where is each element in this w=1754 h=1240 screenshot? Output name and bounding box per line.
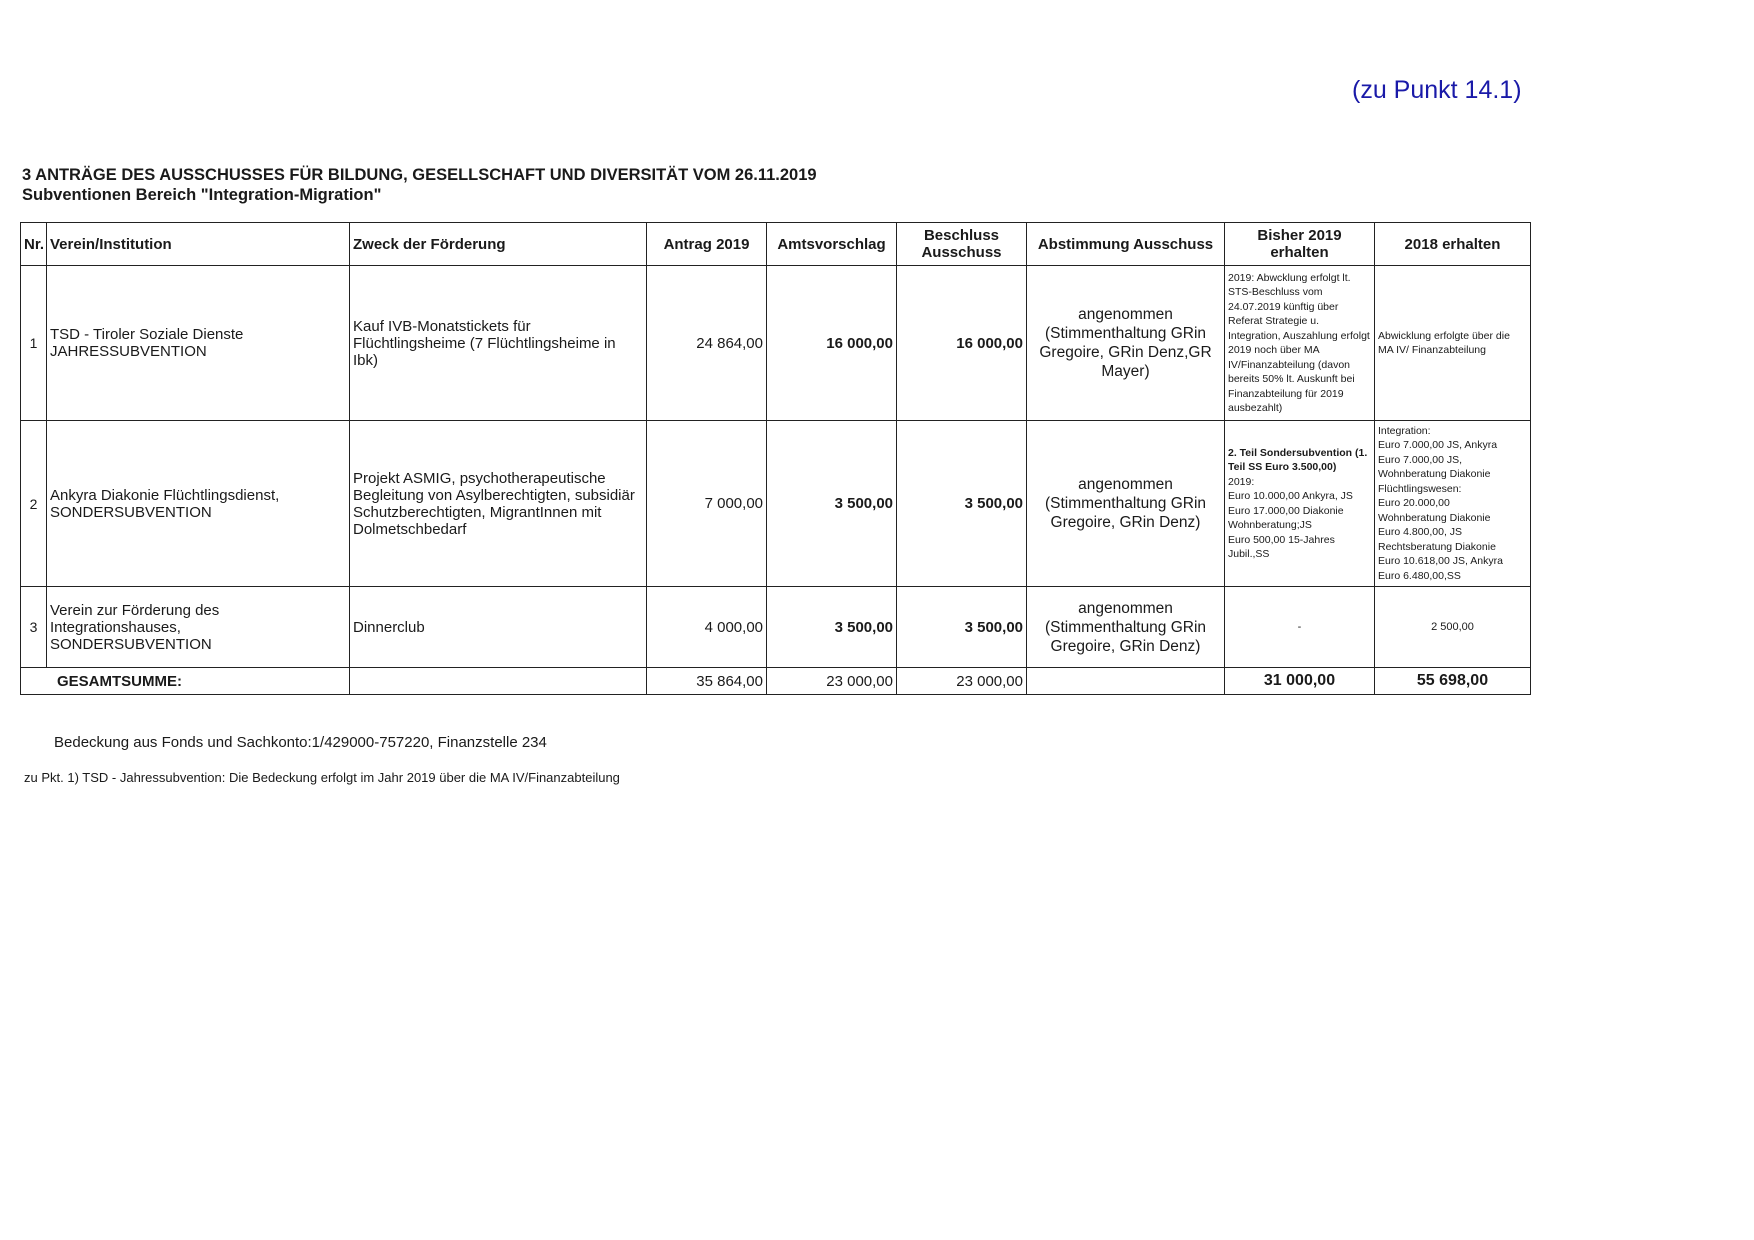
row-zweck: Projekt ASMIG, psychotherapeutische Begleitung von Asylberechtigten, subsidiär Schutzberechtigten, MigrantInnen mit Dolmetschbedarf (350, 421, 647, 587)
header-verein: Verein/Institution (47, 223, 350, 266)
header-abstimmung: Abstimmung Ausschuss (1027, 223, 1225, 266)
sum-amtsvorschlag: 23 000,00 (767, 668, 897, 695)
row-abstimmung: angenommen (Stimmenthaltung GRin Gregoire, GRin Denz) (1027, 421, 1225, 587)
header-2018: 2018 erhalten (1375, 223, 1531, 266)
row-bisher (1225, 266, 1375, 421)
sum-abstimmung-empty (1027, 668, 1225, 695)
bisher-line: 2. Teil Sondersubvention (1. Teil SS Euro 3.500,00) (1228, 446, 1368, 473)
row-amtsvorschlag: 3 500,00 (767, 421, 897, 587)
row-zweck: Kauf IVB-Monatstickets für Flüchtlingsheime (7 Flüchtlingsheime in Ibk) (350, 266, 647, 421)
row-beschluss: 3 500,00 (897, 421, 1027, 587)
verein-line: SONDERSUBVENTION (50, 635, 212, 653)
row-abstimmung: angenommen (Stimmenthaltung GRin Gregoire, GRin Denz) (1027, 587, 1225, 668)
row-antrag: 4 000,00 (647, 587, 767, 668)
header-beschluss: Beschluss Ausschuss (897, 223, 1027, 266)
bisher-line: Euro 17.000,00 Diakonie Wohnberatung;JS (1228, 504, 1344, 531)
row-beschluss: 3 500,00 (897, 587, 1027, 668)
verein-line: SONDERSUBVENTION (50, 503, 212, 521)
row-zweck: Dinnerclub (350, 587, 647, 668)
table-row (21, 587, 1531, 668)
erhalten-2018-line: Flüchtlingswesen: (1378, 482, 1462, 495)
row-2018 (1375, 421, 1531, 587)
sum-bisher: 31 000,00 (1225, 668, 1375, 695)
bisher-line: Euro 10.000,00 Ankyra, JS (1228, 490, 1353, 502)
erhalten-2018-line: Wohnberatung Diakonie (1378, 511, 1491, 524)
row-bisher (1225, 421, 1375, 587)
erhalten-2018-line: Euro 7.000,00 JS, Ankyra (1378, 439, 1498, 452)
erhalten-2018-line: Euro 10.618,00 JS, Ankyra (1378, 555, 1503, 568)
erhalten-2018-line: Euro 7.000,00 JS, (1378, 453, 1463, 466)
verein-line: Ankyra Diakonie Flüchtlingsdienst, (50, 486, 280, 504)
row-verein (47, 266, 350, 421)
row-antrag: 7 000,00 (647, 421, 767, 587)
header-bisher: Bisher 2019 erhalten (1225, 223, 1375, 266)
subsidy-table (20, 222, 1531, 695)
erhalten-2018-line: Abwicklung erfolgte über die MA IV/ Finanzabteilung (1378, 329, 1510, 356)
row-beschluss: 16 000,00 (897, 266, 1027, 421)
row-nr: 2 (21, 421, 47, 587)
sum-label: GESAMTSUMME: (21, 668, 350, 695)
footnote: zu Pkt. 1) TSD - Jahressubvention: Die Bedeckung erfolgt im Jahr 2019 über die MA IV/Finanzabteilung (24, 770, 620, 785)
row-amtsvorschlag: 3 500,00 (767, 587, 897, 668)
row-nr: 3 (21, 587, 47, 668)
erhalten-2018-line: Euro 6.480,00,SS (1378, 569, 1461, 582)
verein-line: TSD - Tiroler Soziale Dienste (50, 326, 244, 343)
verein-line: Verein zur Förderung des Integrationshauses, (50, 601, 220, 636)
sum-beschluss: 23 000,00 (897, 668, 1027, 695)
erhalten-2018-line: Euro 20.000,00 (1378, 497, 1450, 510)
row-antrag: 24 864,00 (647, 266, 767, 421)
row-2018 (1375, 266, 1531, 421)
sum-2018: 55 698,00 (1375, 668, 1531, 695)
table-row (21, 421, 1531, 587)
bisher-line: Euro 500,00 15-Jahres Jubil.,SS (1228, 533, 1335, 560)
table-row (21, 266, 1531, 421)
row-verein (47, 587, 350, 668)
erhalten-2018-line: Rechtsberatung Diakonie (1378, 540, 1496, 553)
erhalten-2018-line: Wohnberatung Diakonie (1378, 468, 1491, 481)
row-nr: 1 (21, 266, 47, 421)
erhalten-2018-line: Integration: (1378, 424, 1431, 437)
header-amtsvorschlag: Amtsvorschlag (767, 223, 897, 266)
row-bisher: - (1225, 587, 1375, 668)
verein-line: JAHRESSUBVENTION (50, 343, 207, 360)
bisher-line: 2019: Abwcklung erfolgt lt. STS-Beschluss vom 24.07.2019 künftig über Referat Strategie u. Integration, Auszahlung erfolgt 2019 noch über MA IV/Finanzabteilung (davon bereits 50% lt. Auskunft bei Finanzabteilung für 2019 ausbezahlt) (1228, 271, 1370, 414)
bisher-line: 2019: (1228, 475, 1255, 488)
heading-title: 3 ANTRÄGE DES AUSSCHUSSES FÜR BILDUNG, GESELLSCHAFT UND DIVERSITÄT VOM 26.11.2019 (22, 166, 817, 184)
coverage-note: Bedeckung aus Fonds und Sachkonto:1/429000-757220, Finanzstelle 234 (54, 734, 547, 751)
row-amtsvorschlag: 16 000,00 (767, 266, 897, 421)
row-verein (47, 421, 350, 587)
sum-zweck-empty (350, 668, 647, 695)
header-zweck: Zweck der Förderung (350, 223, 647, 266)
table-header-row (21, 223, 1531, 266)
heading-subtitle: Subventionen Bereich "Integration-Migration" (22, 186, 382, 204)
header-nr: Nr. (21, 223, 47, 266)
header-antrag: Antrag 2019 (647, 223, 767, 266)
document-heading (22, 165, 817, 205)
agenda-reference: (zu Punkt 14.1) (1352, 76, 1522, 104)
erhalten-2018-line: Euro 4.800,00, JS (1378, 526, 1463, 539)
sum-antrag: 35 864,00 (647, 668, 767, 695)
row-2018: 2 500,00 (1375, 587, 1531, 668)
sum-row (21, 668, 1531, 695)
row-abstimmung: angenommen (Stimmenthaltung GRin Gregoire, GRin Denz,GR Mayer) (1027, 266, 1225, 421)
